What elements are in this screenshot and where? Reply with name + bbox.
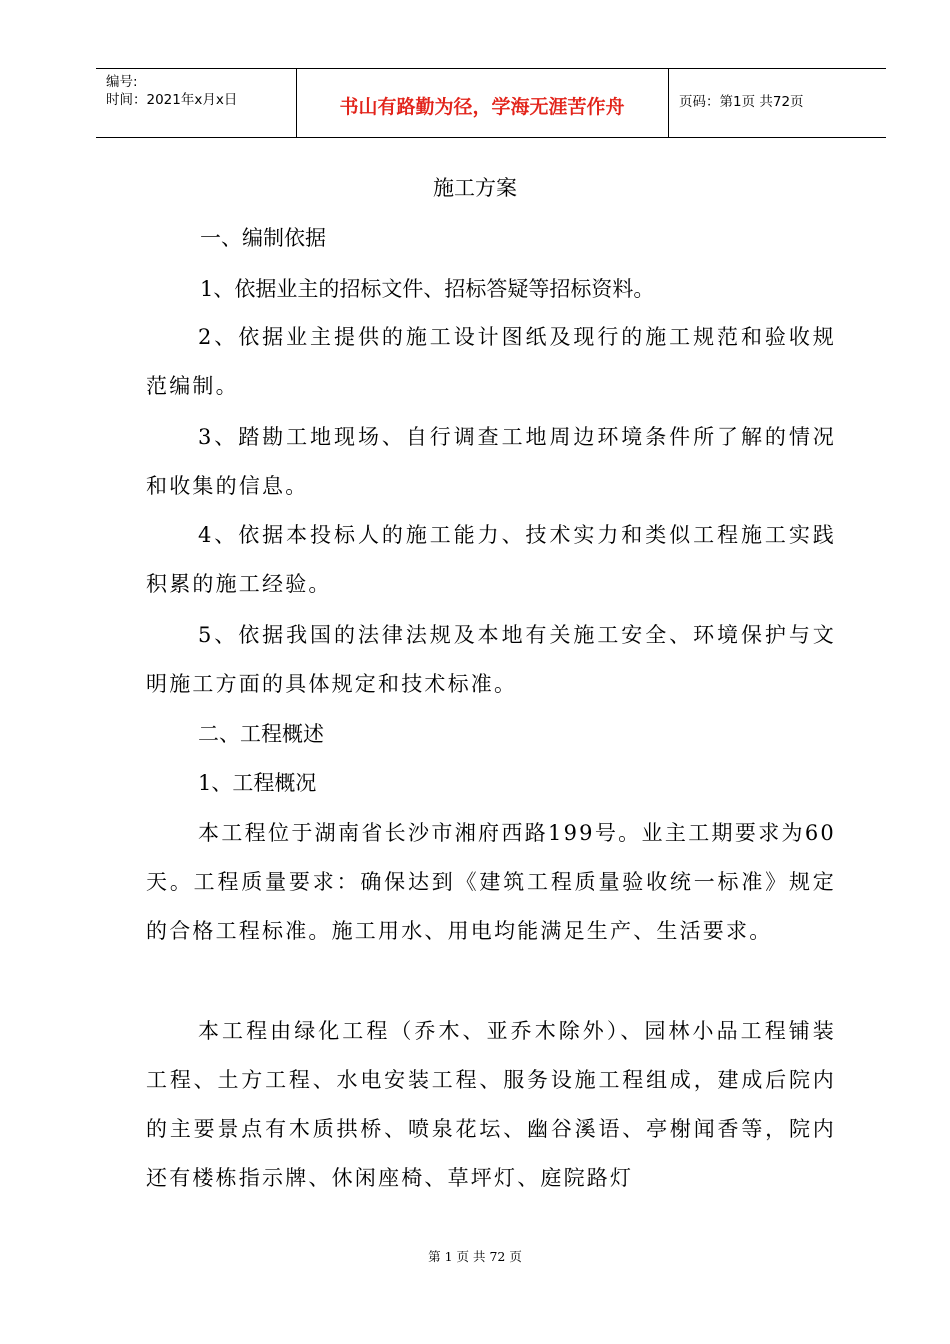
basis-item-4: 4、依据本投标人的施工能力、技术实力和类似工程施工实践积累的施工经验。	[146, 523, 836, 596]
basis-item-1: 1、依据业主的招标文件、招标答疑等招标资料。	[200, 277, 655, 301]
section-heading-overview: 二、工程概述	[198, 722, 324, 746]
header-motto: 书山有路勤为径，学海无涯苦作舟	[339, 96, 625, 118]
header-page-cell	[669, 69, 886, 137]
subsection-heading-overview: 1、工程概况	[198, 771, 317, 795]
header-meta-cell	[96, 69, 297, 137]
header-page-info: 页码：第1页 共72页	[679, 94, 804, 110]
basis-item-3: 3、踏勘工地现场、自行调查工地周边环境条件所了解的情况和收集的信息。	[146, 425, 836, 498]
basis-item-2: 2、依据业主提供的施工设计图纸及现行的施工规范和验收规范编制。	[146, 325, 836, 398]
page-footer: 第 1 页 共 72 页	[428, 1249, 522, 1264]
document-title: 施工方案	[433, 176, 517, 200]
time-label: 时间：2021年x月x日	[106, 92, 238, 108]
document-header	[96, 68, 886, 138]
basis-item-5: 5、依据我国的法律法规及本地有关施工安全、环境保护与文明施工方面的具体规定和技术标准。	[146, 623, 836, 696]
section-heading-basis: 一、编制依据	[200, 226, 326, 250]
overview-paragraph-2: 本工程由绿化工程（乔木、亚乔木除外）、园林小品工程铺装工程、土方工程、水电安装工程、服务设施工程组成，建成后院内的主要景点有木质拱桥、喷泉花坛、幽谷溪语、亭榭闻香等，院内还有楼栋指示牌、休闲座椅、草坪灯、庭院路灯	[146, 1019, 836, 1190]
header-motto-cell	[296, 69, 669, 137]
overview-paragraph-1: 本工程位于湖南省长沙市湘府西路199号。业主工期要求为60天。工程质量要求：确保达到《建筑工程质量验收统一标准》规定的合格工程标准。施工用水、用电均能满足生产、生活要求。	[146, 821, 836, 943]
serial-label: 编号:	[106, 74, 138, 90]
